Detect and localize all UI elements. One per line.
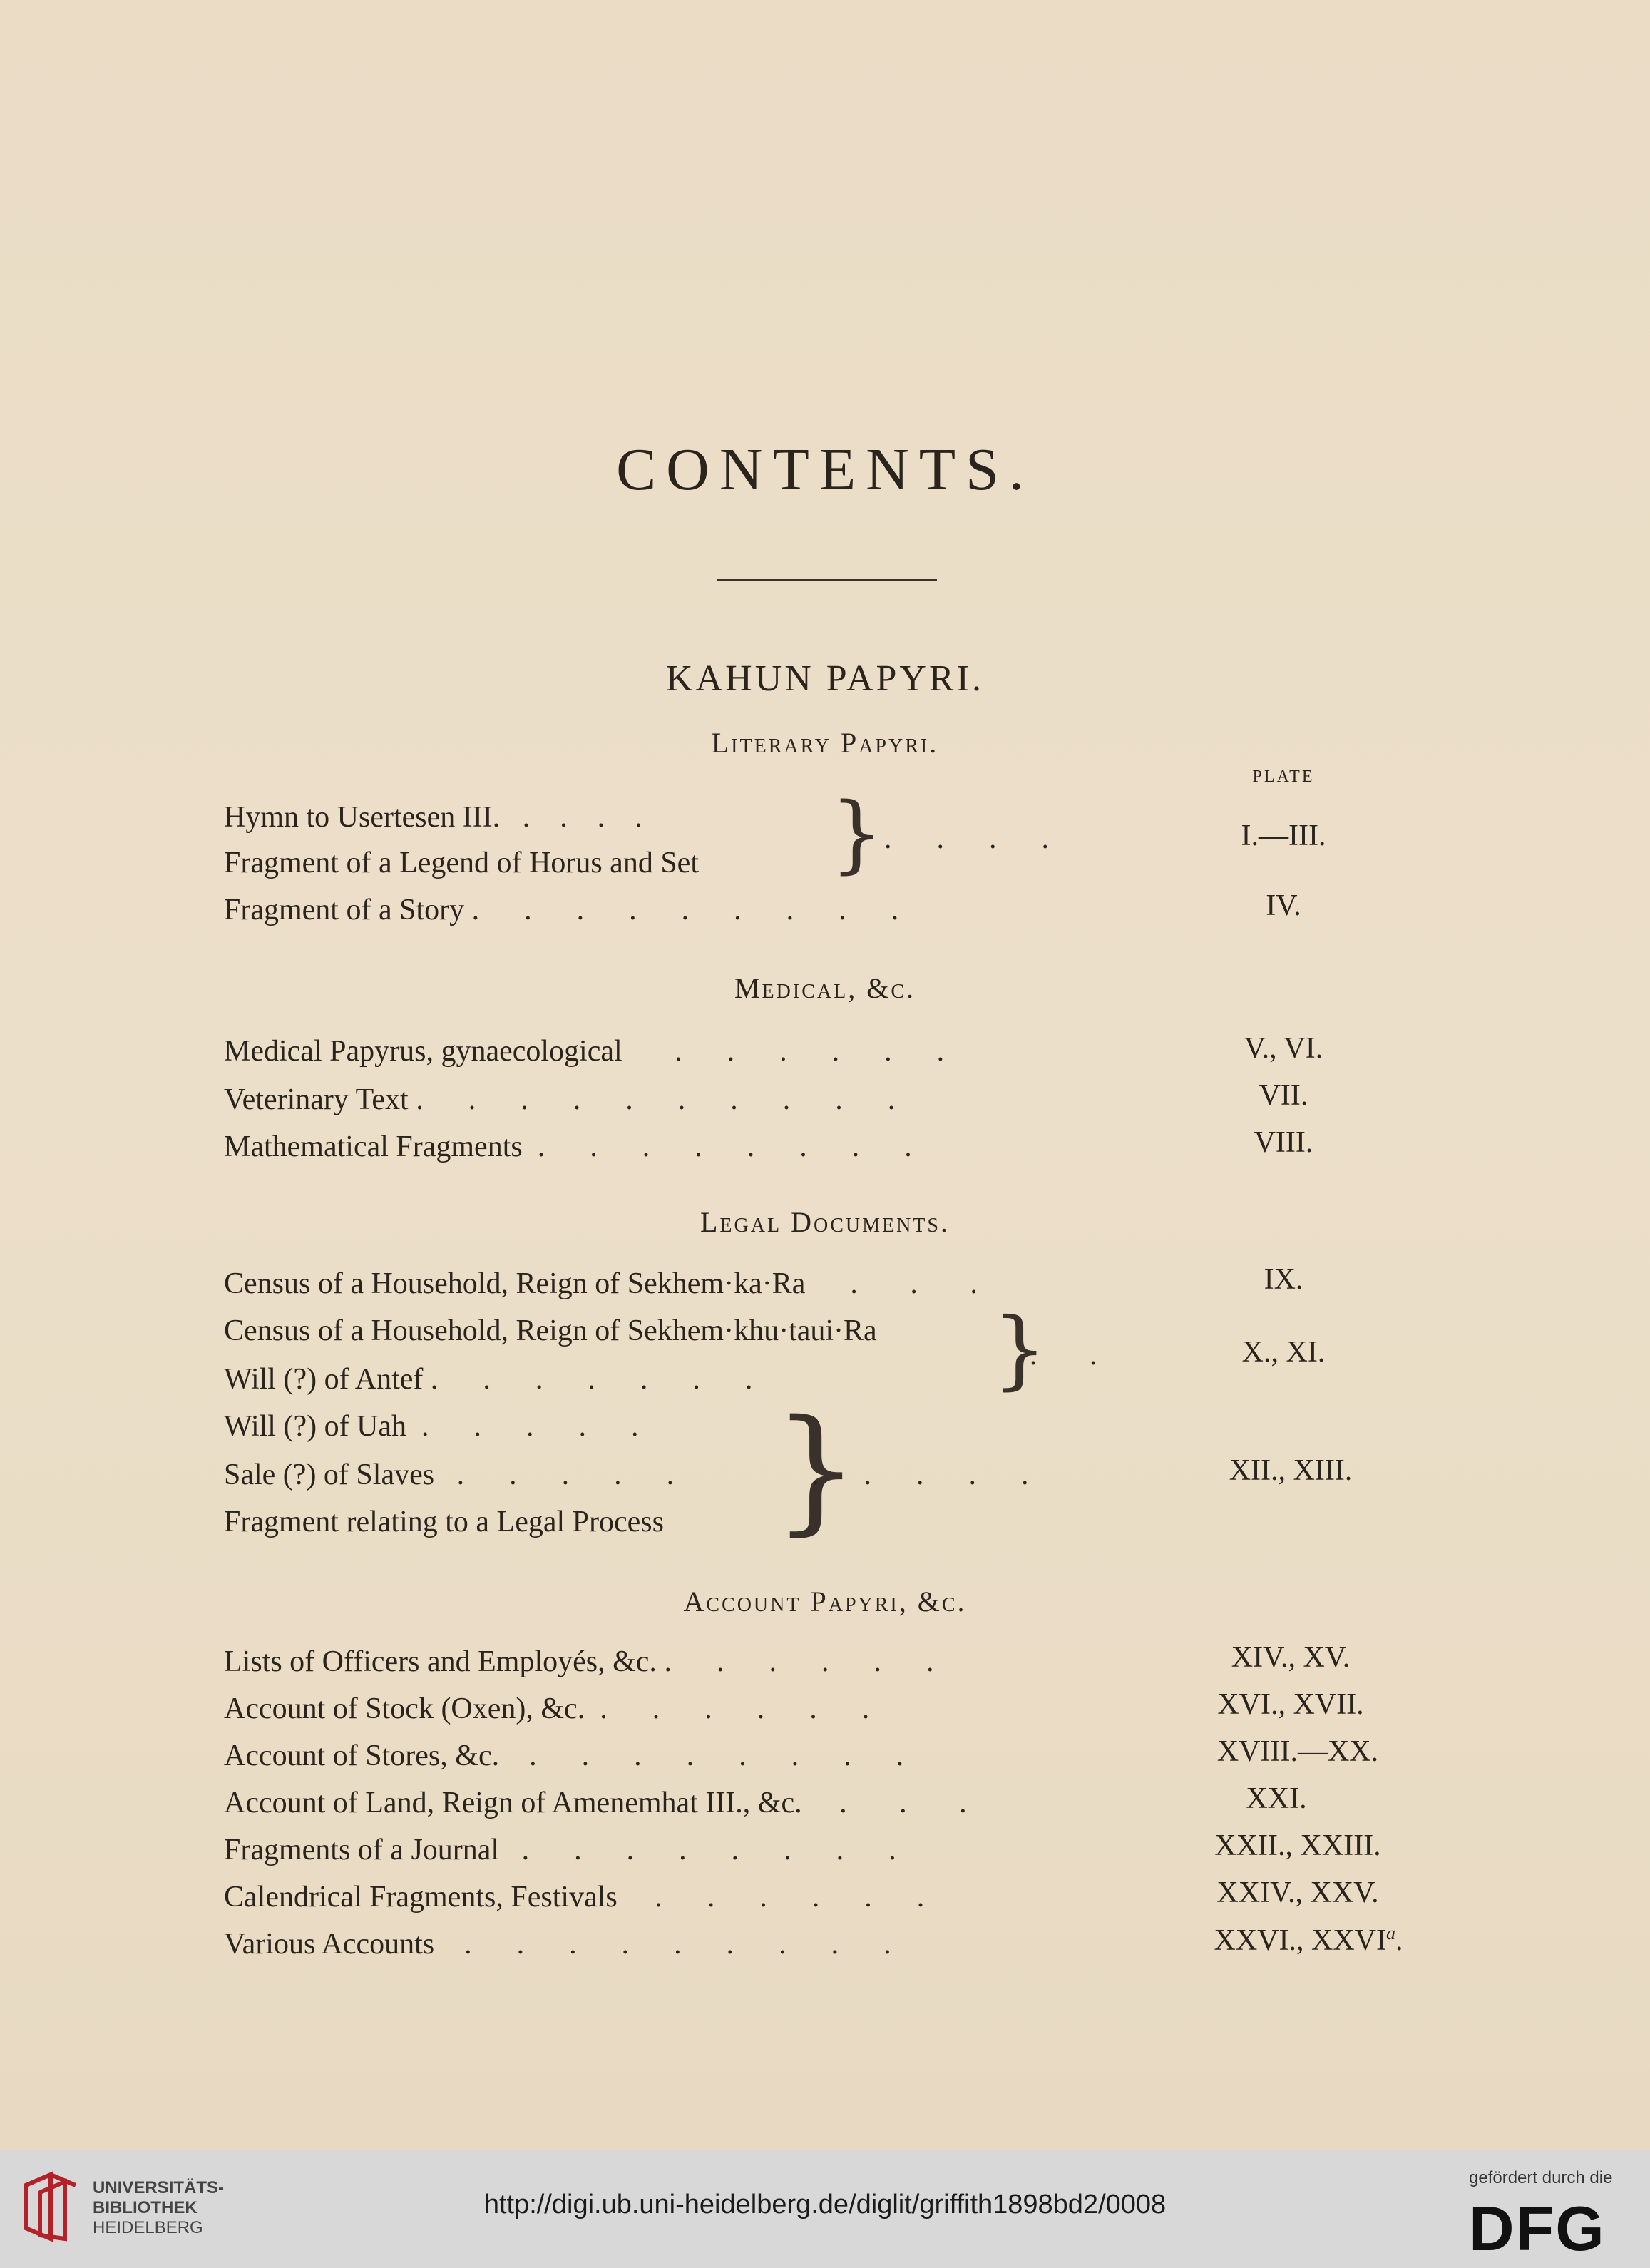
plate-calendrical: XXIV., XXV. [1216,1876,1379,1909]
entry-land: Account of Land, Reign of Amenemhat III., &c. . . . [224,1787,967,1819]
leader-dots: . . . [805,1267,978,1300]
plate-officers: XIV., XV. [1231,1641,1351,1674]
plate-census-1: IX. [1264,1263,1303,1296]
leader-dots: . . . [801,1787,967,1819]
brace-census-antef: } [993,1300,1047,1399]
plate-various: XXVI., XXVI$^a$. [1214,1923,1403,1957]
leader-dots: . . . . [884,822,1049,855]
entry-legal-process: Fragment relating to a Legal Process [224,1506,664,1538]
entry-census-1: Census of a Household, Reign of Sekhem·ka·Ra . . . [224,1267,978,1300]
plate-veterinary: VII. [1259,1079,1308,1112]
entry-officers: Lists of Officers and Employés, &c. . . . . . . [224,1645,934,1678]
library-name: UNIVERSITÄTS- BIBLIOTHEK HEIDELBERG [93,2178,225,2237]
entry-will-antef: Will (?) of Antef . . . . . . . [224,1363,753,1396]
leader-dots: . . . . . . . . [522,1130,912,1163]
leader-dots: . . . . . . [656,1645,934,1678]
section-literary: Literary Papyri. [711,727,939,759]
entry-will-uah: Will (?) of Uah . . . . . [224,1410,639,1443]
brace-uah-slaves-process: } [773,1391,859,1548]
entry-calendrical: Calendrical Fragments, Festivals . . . . . . [224,1881,925,1914]
leader-dots: . . . . . . [622,1035,945,1068]
main-heading: KAHUN PAPYRI. [666,658,984,699]
permalink-url[interactable]: http://digi.ub.uni-heidelberg.de/diglit/griffith1898bd2/0008 [483,2190,1167,2220]
leader-dots: . . . . . [406,1410,639,1443]
leader-dots: . . . . . . [585,1692,870,1725]
entry-journal: Fragments of a Journal . . . . . . . . [224,1834,896,1866]
section-legal: Legal Documents. [700,1206,950,1238]
title-rule [717,579,937,581]
leader-dots: . . [1030,1339,1097,1371]
page-title: CONTENTS. [616,436,1034,503]
plate-stores: XVIII.—XX. [1216,1735,1379,1768]
entry-legend: Fragment of a Legend of Horus and Set [224,847,699,879]
entry-sale-slaves: Sale (?) of Slaves . . . . . [224,1459,675,1491]
section-account: Account Papyri, &c. [683,1585,967,1618]
plate-uah-slaves-process: XII., XIII. [1229,1454,1353,1487]
entry-medical-papyrus: Medical Papyrus, gynaecological . . . . . . [224,1035,945,1068]
plate-mathematical: VIII. [1254,1126,1313,1159]
section-medical: Medical, &c. [734,972,916,1004]
entry-mathematical: Mathematical Fragments . . . . . . . . [224,1130,912,1163]
plate-stock: XVI., XVII. [1217,1688,1364,1721]
plate-story: IV. [1266,889,1301,922]
entry-census-2: Census of a Household, Reign of Sekhem·khu·taui·Ra [224,1314,877,1347]
funded-by-label: gefördert durch die [1469,2168,1613,2187]
leader-dots: . . . . . [811,1459,1029,1491]
plate-land: XXI. [1246,1782,1307,1815]
entry-various: Various Accounts . . . . . . . . . [224,1928,891,1961]
plate-column-label: PLATE [1252,767,1315,786]
plate-hymn-legend: I.—III. [1241,819,1326,852]
entry-story: Fragment of a Story . . . . . . . . . [224,894,899,926]
entry-veterinary: Veterinary Text . . . . . . . . . . [224,1083,896,1116]
leader-dots: . . . . . . . . [499,1834,896,1866]
entry-stores: Account of Stores, &c. . . . . . . . . [224,1740,904,1772]
leader-dots: . . . . . . . . . . [408,1083,896,1116]
leader-dots: . . . . . . . . [499,1740,904,1772]
leader-dots: . . . . . [434,1459,675,1491]
leader-dots: . . . . [500,801,642,834]
plate-medical-papyrus: V., VI. [1244,1032,1323,1065]
leader-dots: . . . . . . . . . [464,894,899,926]
plate-census-2-antef: X., XI. [1241,1336,1326,1369]
leader-dots: . . . . . . [617,1881,925,1914]
entry-hymn: Hymn to Usertesen III. . . . . [224,801,642,834]
brace-literary: } [830,784,884,882]
viewer-footer [0,2150,1650,2268]
dfg-logo: DFG [1469,2193,1606,2264]
plate-journal: XXII., XXIII. [1214,1829,1381,1862]
entry-stock: Account of Stock (Oxen), &c. . . . . . . [224,1692,870,1725]
leader-dots: . . . . . . . . . [434,1928,891,1961]
leader-dots: . . . . . . . [423,1363,753,1396]
